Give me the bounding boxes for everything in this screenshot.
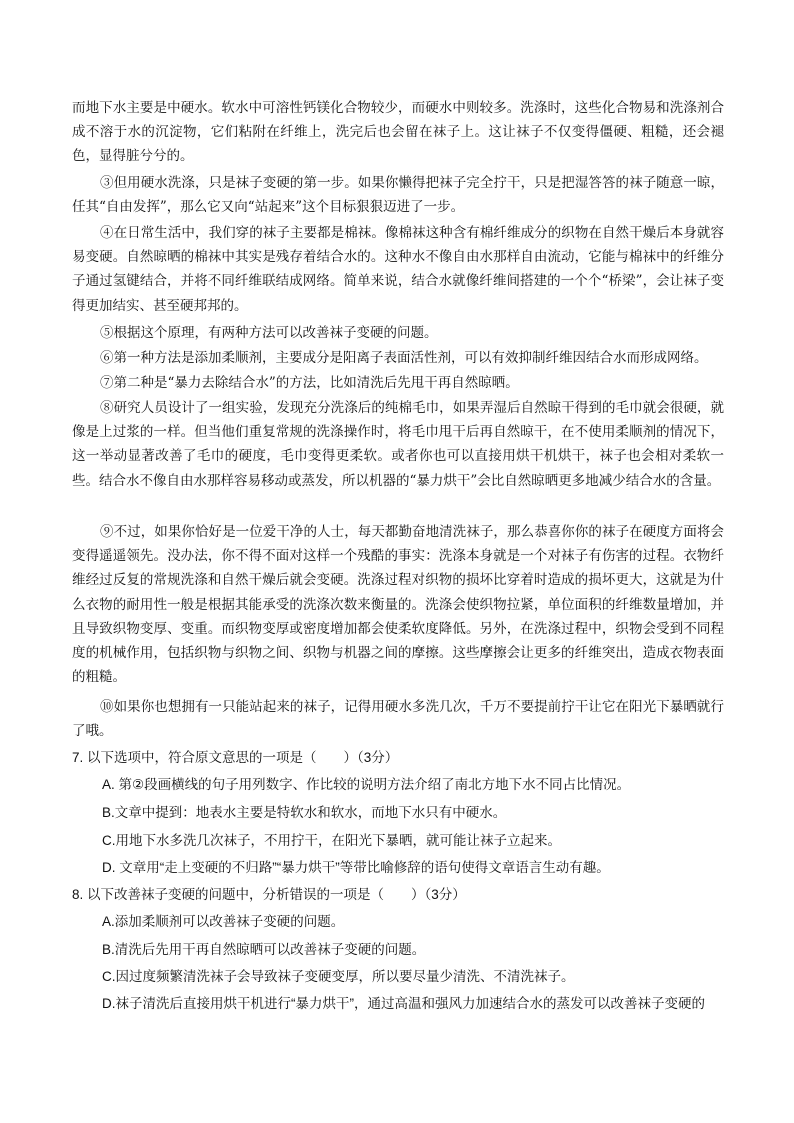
paragraph-8: ⑧研究人员设计了一组实验，发现充分洗涤后的纯棉毛巾，如果弄湿后自然晾干得到的毛巾就会很硬，就像是上过浆的一样。但当他们重复常规的洗涤操作时，将毛巾甩干后再自然晾干，在不使用柔顺剂的情况下，这一举动显著改善了毛巾的硬度，毛巾变得更柔软。或者你也可以直接用烘干机烘干，袜子也会相对柔软一些。结合水不像自由水那样容易移动或蒸发，所以机器的“暴力烘干”会比自然晾晒更多地减少结合水的含量。	[72, 400, 724, 489]
question-7-option-d: D. 文章用“走上变硬的不归路”“暴力烘干”等带比喻修辞的语句使得文章语言生动有趣。	[102, 860, 610, 875]
question-8-stem: 8. 以下改善袜子变硬的问题中，分析错误的一项是（ ）（3分）	[72, 887, 466, 902]
paragraph-2-continued: 而地下水主要是中硬水。软水中可溶性钙镁化合物较少，而硬水中则较多。洗涤时，这些化合物易和洗涤剂合成不溶于水的沉淀物，它们粘附在纤维上，洗完后也会留在袜子上。这让袜子不仅变得僵硬、粗糙，还会褪色，显得脏兮兮的。	[72, 100, 724, 165]
paragraph-6: ⑥第一种方法是添加柔顺剂，主要成分是阳离子表面活性剂，可以有效抑制纤维因结合水而形成网络。	[100, 350, 708, 366]
question-7-option-b: B.文章中提到：地表水主要是特软水和软水，而地下水只有中硬水。	[102, 805, 507, 820]
paragraph-4: ④在日常生活中，我们穿的袜子主要都是棉袜。像棉袜这种含有棉纤维成分的织物在自然干燥后本身就容易变硬。自然晾晒的棉袜中其实是残存着结合水的。这种水不像自由水那样自由流动，它能与棉袜中的纤维分子通过氢键结合，并将不同纤维联结成网络。简单来说，结合水就像纤维间搭建的一个个“桥梁”，会让袜子变得更加结实、甚至硬邦邦的。	[72, 225, 724, 314]
question-8-option-c: C.因过度频繁清洗袜子会导致袜子变硬变厚，所以要尽量少清洗、不清洗袜子。	[102, 969, 575, 984]
paragraph-7: ⑦第二种是“暴力去除结合水”的方法，比如清洗后先甩干再自然晾晒。	[100, 375, 519, 391]
paragraph-10: ⑩如果你也想拥有一只能站起来的袜子，记得用硬水多洗几次，千万不要提前拧干让它在阳光下暴晒就行了哦。	[72, 699, 724, 740]
question-8-option-a: A.添加柔顺剂可以改善袜子变硬的问题。	[102, 914, 345, 929]
question-7-option-c: C.用地下水多洗几次袜子，不用拧干，在阳光下暴晒，就可能让袜子立起来。	[102, 833, 561, 848]
question-7-stem: 7. 以下选项中，符合原文意思的一项是（ ）（3分）	[72, 750, 399, 765]
paragraph-5: ⑤根据这个原理，有两种方法可以改善袜子变硬的问题。	[100, 325, 438, 341]
question-7-option-a: A. 第②段画横线的句子用列数字、作比较的说明方法介绍了南北方地下水不同占比情况。	[102, 777, 631, 792]
question-8-option-d: D.袜子清洗后直接用烘干机进行“暴力烘干”，通过高温和强风力加速结合水的蒸发可以改善袜子变硬的	[102, 996, 705, 1011]
question-8-option-b: B.清洗后先用干再自然晾晒可以改善袜子变硬的问题。	[102, 942, 426, 957]
paragraph-3: ③但用硬水洗涤，只是袜子变硬的第一步。如果你懒得把袜子完全拧干，只是把湿答答的袜子随意一晾，任其“自由发挥”，那么它又向“站起来”这个目标狠狠迈进了一步。	[72, 175, 724, 216]
paragraph-9: ⑨不过，如果你恰好是一位爱干净的人士，每天都勤奋地清洗袜子，那么恭喜你你的袜子在硬度方面将会变得遥遥领先。没办法，你不得不面对这样一个残酷的事实：洗涤本身就是一个对袜子有伤害的过程。衣物纤维经过反复的常规洗涤和自然干燥后就会变硬。洗涤过程对织物的损坏比穿着时造成的损坏更大，这就是为什么衣物的耐用性一般是根据其能承受的洗涤次数来衡量的。洗涤会使织物拉紧，单位面积的纤维数量增加，并且导致织物变厚、变重。而织物变厚或密度增加都会使柔软度降低。另外，在洗涤过程中，织物会受到不同程度的机械作用，包括织物与织物之间、织物与机器之间的摩擦。这些摩擦会让更多的纤维突出，造成衣物表面的粗糙。	[72, 524, 724, 686]
